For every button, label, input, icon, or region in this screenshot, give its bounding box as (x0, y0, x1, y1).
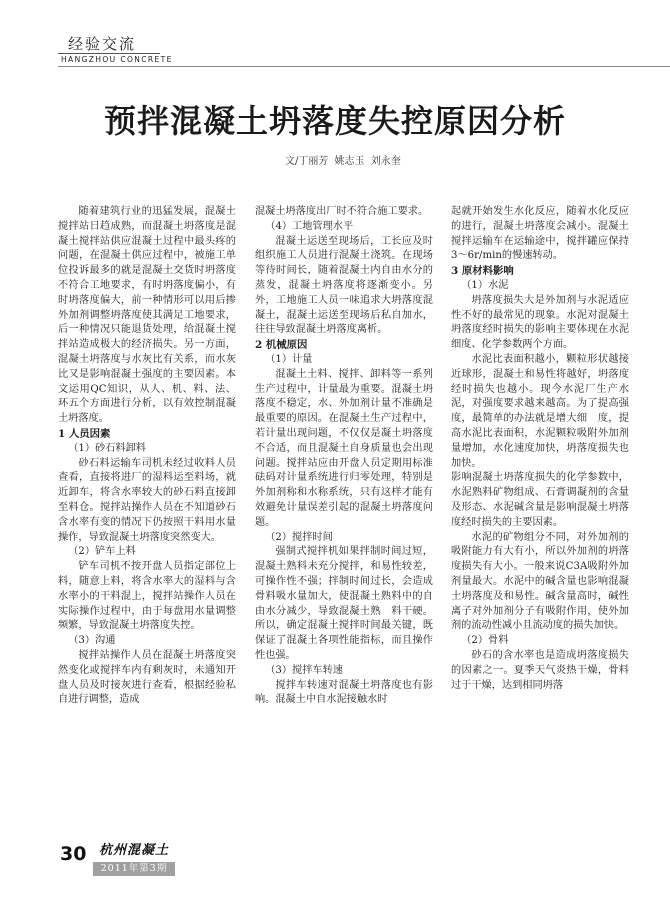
text-column-3 (451, 205, 629, 693)
header-rule (58, 66, 670, 67)
paragraph: 混凝土运送至现场后，工长应及时组织施工人员进行混凝土浇筑。在现场等待时间长，随着混凝土内自由水分的蒸发，混凝土坍落度将逐渐变小。另外，工地施工人员一味追求大坍落度混凝土，混凝土运送至现场后私自加水，往往导致混凝土坍落度离析。 (255, 235, 433, 336)
page-number: 30 (60, 843, 87, 865)
subsection-heading: （1）计量 (265, 353, 313, 365)
paragraph: 随着建筑行业的迅猛发展，混凝土搅拌站日趋成熟，而混凝土坍落度是混凝土搅拌站供应混凝土过程中最头疼的问题，在混凝土供应过程中，被施工单位投诉最多的就是混凝土交货时坍落度不符合工地要求，有时坍落度偏小，有时坍落度偏大，前一种情形可以用后掺外加剂调整坍落度使其满足工地要求，后一种情况只能退货处理，给混凝土搅拌站造成极大的经济损失。另一方面，混凝土坍落度与水灰比有关系，而水灰比又是影响混凝土强度的主要因素。本文运用QC知识，从人、机、料、法、环五个方面进行分析，以有效控制混凝土坍落度。 (58, 206, 236, 425)
section-label: 经验交流 (68, 35, 137, 53)
section-heading: 1 人员因素 (58, 427, 111, 440)
paragraph: 砂石的含水率也是造成坍落度损失的因素之一。夏季天气炎热干燥，骨料过于干燥，达到相同坍落 (451, 649, 629, 691)
subsection-heading: （1）砂石料卸料 (68, 442, 146, 454)
author-line: 文/丁丽芳 姚志玉 刘永奎 (285, 156, 401, 167)
text-column-1 (58, 205, 236, 708)
section-heading: 3 原材料影响 (451, 265, 514, 278)
paragraph: 搅拌站操作人员在混凝土坍落度突然变化或搅拌车内有剩灰时，未通知开盘人员及时接灰进行查看，根据经验私自进行调整，造成 (58, 649, 236, 706)
journal-subtitle: HANGZHOU CONCRETE (61, 55, 173, 64)
paragraph: 砂石料运输车司机未经过收料人员查看，直接将进厂的湿料运至料场，就近卸车，将含水率较大的砂石料直接卸至料仓。搅拌站操作人员在不知道砂石含水率有变的情况下仍按照干料用水量操作，导致混凝土坍落度突然变大。 (58, 457, 236, 543)
subsection-heading: （3）搅拌车转速 (265, 664, 343, 676)
header-divider (58, 53, 160, 54)
publication-logo: 杭州混凝土 (99, 843, 170, 858)
paragraph: 水泥比表面积越小，颗粒形状越接近球形，混凝土和易性将越好，坍落度经时损失也越小。现今水泥厂生产水泥，对强度要求越来越高。为了提高强度，最简单的办法就是增大细 度，提高水泥比表面积，水泥颗粒吸附外加剂量增加，水化速度加快，坍落度损失也加快。 (451, 353, 629, 469)
paragraph: 混凝土土料、搅拌、卸料等一系列生产过程中，计量最为重要。混凝土坍落度不稳定，水、外加剂计量不准确是最重要的原因。在混凝土生产过程中，若计量出现问题，不仅仅是凝土坍落度不合适，而且混凝土自身质量也会出现问题。搅拌站应由开盘人员定期用标准砝码对计量系统进行归零处理，特别是外加剂称和水称系统，只有这样才能有效避免计量误差引起的混凝土坍落度问题。 (255, 368, 433, 528)
subsection-heading: （4）工地管理水平 (265, 220, 354, 232)
subsection-heading: （2）铲车上料 (68, 546, 136, 558)
subsection-heading: （3）沟通 (68, 635, 116, 647)
subsection-heading: （2）搅拌时间 (265, 531, 333, 543)
paragraph: 坍落度损失大是外加剂与水泥适应性不好的最常见的现象。水泥对混凝土坍落度经时损失的影响主要体现在水泥细度、化学参数两个方面。 (451, 294, 629, 351)
paragraph: 搅拌车转速对混凝土坍落度也有影响。混凝土中自水泥接触水时 (255, 679, 433, 706)
paragraph: 强制式搅拌机如果拌制时间过短，混凝土熟料未充分搅拌，和易性较差，可操作性不强；拌制时间过长，会造成骨料吸水量加大，使混凝土熟料中的自由水分减少，导致混凝土熟 料干硬。所以，确定混凝土搅拌时间最关键，既保证了混凝土各项性能指标，而且操作性也强。 (255, 546, 433, 661)
paragraph: 起就开始发生水化反应，随着水化反应的进行，混凝土坍落度会减小。混凝土搅拌运输车在运输途中，搅拌罐应保持3～6r/min的慢速转动。 (451, 206, 629, 262)
article-title: 预拌混凝土坍落度失控原因分析 (103, 102, 566, 140)
paragraph: 水泥的矿物组分不同，对外加剂的吸附能力有大有小，所以外加剂的坍落度损失有大小。一般来说C3A吸附外加剂量最大。水泥中的碱含量也影响混凝土坍落度及和易性。碱含量高时，碱性离子对外加剂分子有吸附作用，使外加剂的流动性减小且流动度的损失加快。 (451, 531, 629, 632)
paragraph: 影响混凝土坍落度损失的化学参数中，水泥熟料矿物组成、石膏调凝剂的含量及形态、水泥碱含量是影响混凝土坍落度经时损失的主要因素。 (451, 472, 629, 528)
issue-badge: 2011年第3期 (93, 862, 175, 876)
paragraph: 混凝土坍落度出厂时不符合施工要求。 (255, 206, 429, 217)
paragraph: 铲车司机不按开盘人员指定部位上料，随意上料，将含水率大的湿料与含水率小的干料混上，搅拌站操作人员在实际操作过程中，由于每盘用水量调整频繁，导致混凝土坍落度失控。 (58, 561, 236, 632)
subsection-heading: （2）骨料 (461, 635, 509, 647)
section-heading: 2 机械原因 (255, 339, 308, 352)
subsection-heading: （1）水泥 (461, 279, 509, 291)
text-column-2 (255, 205, 433, 708)
